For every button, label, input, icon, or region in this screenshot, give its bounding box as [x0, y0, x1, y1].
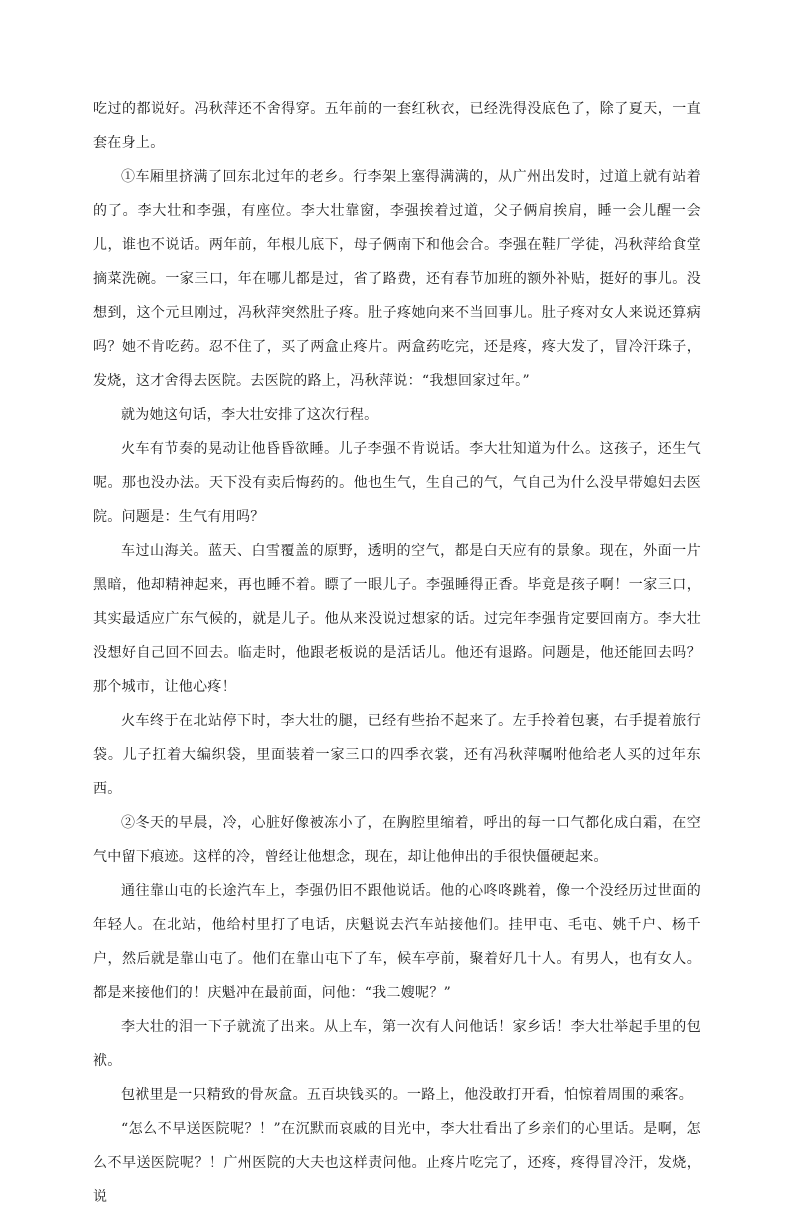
paragraph-10: 包袱里是一只精致的骨灰盒。五百块钱买的。一路上，他没敢打开看，怕惊着周围的乘客。 [121, 1087, 693, 1103]
paragraph-1: 吃过的都说好。冯秋萍还不舍得穿。五年前的一套红秋衣，已经洗得没底色了，除了夏天，一直套在身上。 [93, 101, 701, 151]
paragraph-9: 李大壮的泪一下子就流了出来。从上车，第一次有人问他话！家乡话！李大壮举起手里的包袱。 [93, 1019, 701, 1069]
document-page [93, 92, 701, 1214]
paragraph-6: 火车终于在北站停下时，李大壮的腿，已经有些抬不起来了。左手拎着包裹，右手提着旅行袋。儿子扛着大编织袋，里面装着一家三口的四季衣裳，还有冯秋萍嘱咐他给老人买的过年东西。 [93, 713, 701, 797]
paragraph-5: 车过山海关。蓝天、白雪覆盖的原野，透明的空气，都是白天应有的景象。现在，外面一片黑暗，他却精神起来，再也睡不着。瞟了一眼儿子。李强睡得正香。毕竟是孩子啊！一家三口，其实最适应广东气候的，就是儿子。他从来没说过想家的话。过完年李强肯定要回南方。李大壮没想好自己回不回去。临走时，他跟老板说的是活话儿。他还有退路。问题是，他还能回去吗？那个城市，让他心疼！ [93, 543, 701, 695]
paragraph-7: ②冬天的早晨，冷，心脏好像被冻小了，在胸腔里缩着，呼出的每一口气都化成白霜，在空气中留下痕迹。这样的冷，曾经让他想念，现在，却让他伸出的手很快僵硬起来。 [93, 815, 701, 865]
paragraph-4: 火车有节奏的晃动让他昏昏欲睡。儿子李强不肯说话。李大壮知道为什么。这孩子，还生气呢。那也没办法。天下没有卖后悔药的。他也生气，生自己的气，气自己为什么没早带媳妇去医院。问题是：生气有用吗？ [93, 441, 701, 525]
paragraph-8: 通往靠山屯的长途汽车上，李强仍旧不跟他说话。他的心咚咚跳着，像一个没经历过世面的年轻人。在北站，他给村里打了电话，庆魁说去汽车站接他们。挂甲屯、毛屯、姚千户、杨千户，然后就是靠山屯了。他们在靠山屯下了车，候车亭前，聚着好几十人。有男人，也有女人。都是来接他们的！庆魁冲在最前面，问他：“我二嫂呢？” [93, 883, 701, 1001]
paragraph-2: ①车厢里挤满了回东北过年的老乡。行李架上塞得满满的，从广州出发时，过道上就有站着的了。李大壮和李强，有座位。李大壮靠窗，李强挨着过道，父子俩肩挨肩，睡一会儿醒一会儿，谁也不说话。两年前，年根儿底下，母子俩南下和他会合。李强在鞋厂学徒，冯秋萍给食堂摘菜洗碗。一家三口，年在哪儿都是过，省了路费，还有春节加班的额外补贴，挺好的事儿。没想到，这个元旦刚过，冯秋萍突然肚子疼。肚子疼她向来不当回事儿。肚子疼对女人来说还算病吗？她不肯吃药。忍不住了，买了两盒止疼片。两盒药吃完，还是疼，疼大发了，冒冷汗珠子，发烧，这才舍得去医院。去医院的路上，冯秋萍说：“我想回家过年。” [93, 169, 701, 389]
paragraph-3: 就为她这句话，李大壮安排了这次行程。 [121, 407, 379, 423]
paragraph-11: “怎么不早送医院呢？！”在沉默而哀戚的目光中，李大壮看出了乡亲们的心里话。是啊，怎么不早送医院呢？！广州医院的大夫也这样责问他。止疼片吃完了，还疼，疼得冒冷汗，发烧，说 [93, 1121, 701, 1205]
